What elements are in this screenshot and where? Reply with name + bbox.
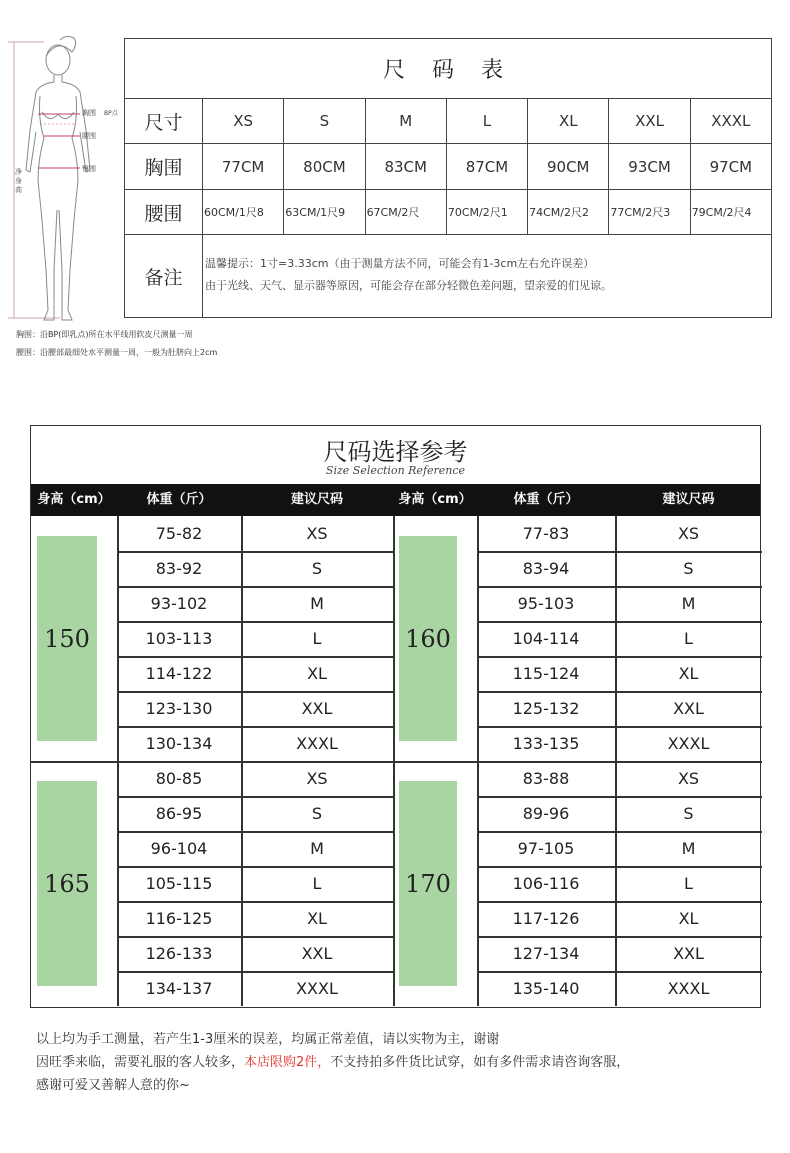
- row-divider: [117, 971, 393, 973]
- bust-cell: 90CM: [528, 144, 609, 189]
- row-divider: [117, 551, 393, 553]
- row-divider: [477, 831, 762, 833]
- weight-range-cell: 96-104: [150, 839, 208, 858]
- purchase-limit-notice: 本店限购2件，: [244, 1055, 331, 1070]
- size-cell: L: [447, 99, 528, 143]
- column-divider: [393, 516, 395, 1006]
- waist-measure-note: 腰围：沿腰部最细处水平测量一周，一般为肚脐向上2cm: [16, 348, 218, 357]
- recommended-size-cell: XS: [677, 769, 700, 788]
- recommended-size-cell: XL: [307, 909, 327, 928]
- weight-range-cell: 97-105: [517, 839, 575, 858]
- row-divider: [117, 936, 393, 938]
- weight-range-cell: 106-116: [512, 874, 580, 893]
- weight-range-cell: 80-85: [155, 769, 203, 788]
- recommended-size-cell: XXL: [301, 699, 333, 718]
- recommended-size-cell: L: [312, 629, 322, 648]
- row-divider: [117, 831, 393, 833]
- bust-cell: 87CM: [447, 144, 528, 189]
- selection-header-bar: [31, 484, 760, 516]
- bust-row: [125, 144, 771, 190]
- body-measurement-figure: [0, 20, 125, 330]
- row-divider: [477, 971, 762, 973]
- row-divider: [477, 656, 762, 658]
- recommended-size-cell: XXXL: [667, 734, 710, 753]
- waist-cell: 79CM/2尺4: [691, 206, 752, 219]
- weight-range-cell: 114-122: [145, 664, 213, 683]
- weight-range-cell: 133-135: [512, 734, 580, 753]
- size-selection-reference-table: [30, 425, 761, 1008]
- recommended-size-cell: S: [311, 559, 323, 578]
- waist-cell: 74CM/2尺2: [528, 190, 609, 234]
- weight-range-cell: 83-94: [522, 559, 570, 578]
- recommended-size-cell: L: [684, 629, 693, 648]
- row-divider: [477, 621, 762, 623]
- footer-line-1: 以上均为手工测量，若产生1-3厘米的误差，均属正常差值，请以实物为主，谢谢: [36, 1032, 500, 1047]
- weight-range-cell: 127-134: [512, 944, 580, 963]
- recommended-size-cell: XXXL: [667, 979, 710, 998]
- weight-range-cell: 105-115: [145, 874, 213, 893]
- size-chart-table: [124, 38, 772, 318]
- row-divider: [117, 726, 393, 728]
- size-row: [125, 99, 771, 144]
- weight-range-cell: 104-114: [512, 629, 580, 648]
- selection-title: 尺码选择参考: [323, 438, 468, 466]
- recommended-size-cell: XL: [307, 664, 327, 683]
- size-cell: XXL: [609, 99, 690, 143]
- weight-range-cell: 83-88: [522, 769, 570, 788]
- row-divider: [477, 796, 762, 798]
- weight-range-cell: 126-133: [145, 944, 213, 963]
- column-divider: [615, 516, 617, 1006]
- recommended-size-cell: XS: [677, 524, 700, 543]
- weight-range-cell: 75-82: [155, 524, 203, 543]
- row-divider: [477, 691, 762, 693]
- recommended-size-cell: XS: [306, 524, 328, 543]
- recommended-size-cell: XXXL: [296, 979, 338, 998]
- waist-cell: 77CM/2尺3: [609, 190, 690, 234]
- remark-body: [203, 235, 771, 317]
- weight-range-cell: 115-124: [512, 664, 580, 683]
- figure-label-bust: 胸围: [82, 109, 96, 117]
- remark-line: 温馨提示：1寸=3.33cm（由于测量方法不同，可能会有1-3cm左右允许误差）: [205, 257, 595, 270]
- weight-range-cell: 123-130: [145, 699, 213, 718]
- recommended-size-cell: S: [683, 559, 694, 578]
- weight-range-cell: 86-95: [155, 804, 203, 823]
- figure-label-waist: 腰围: [82, 132, 96, 140]
- remark-line: 由于光线、天气、显示器等原因，可能会存在部分轻微色差问题，望亲爱的们见谅。: [205, 279, 612, 292]
- waist-row-label: 腰围: [125, 190, 203, 234]
- waist-cell: 63CM/1尺9: [284, 190, 365, 234]
- header-height-left: 身高（cm）: [37, 492, 111, 507]
- weight-range-cell: 116-125: [145, 909, 213, 928]
- recommended-size-cell: XXL: [673, 699, 704, 718]
- header-size-right: 建议尺码: [662, 492, 715, 507]
- footer-notice: [36, 1028, 776, 1097]
- size-cell: XL: [528, 99, 609, 143]
- selection-title-area: [31, 426, 760, 484]
- weight-range-cell: 130-134: [145, 734, 213, 753]
- recommended-size-cell: S: [311, 804, 323, 823]
- footer-line-2-end: 不支持拍多件货比试穿，如有多件需求请咨询客服，: [330, 1055, 630, 1070]
- recommended-size-cell: S: [683, 804, 694, 823]
- header-weight-left: 体重（斤）: [146, 492, 212, 507]
- height-block: 165: [37, 781, 97, 986]
- recommended-size-cell: M: [681, 839, 696, 858]
- row-divider: [477, 866, 762, 868]
- header-height-right: 身高（cm）: [398, 492, 472, 507]
- column-divider: [477, 516, 479, 1006]
- recommended-size-cell: XS: [306, 769, 328, 788]
- height-block: 170: [399, 781, 457, 986]
- weight-range-cell: 117-126: [512, 909, 580, 928]
- height-block: 150: [37, 536, 97, 741]
- header-size-left: 建议尺码: [290, 492, 343, 507]
- row-divider: [117, 901, 393, 903]
- recommended-size-cell: XL: [678, 664, 699, 683]
- size-cell: M: [366, 99, 447, 143]
- header-weight-right: 体重（斤）: [513, 492, 579, 507]
- recommended-size-cell: M: [310, 594, 324, 613]
- bust-cell: 80CM: [284, 144, 365, 189]
- figure-label-hip: 臀围: [82, 165, 96, 173]
- bust-row-label: 胸围: [125, 144, 203, 189]
- bust-cell: 77CM: [203, 144, 284, 189]
- weight-range-cell: 89-96: [522, 804, 570, 823]
- waist-cell: 70CM/2尺1: [447, 190, 528, 234]
- row-divider: [117, 866, 393, 868]
- selection-subtitle: Size Selection Reference: [325, 464, 466, 477]
- remark-row: [125, 235, 771, 317]
- row-divider: [477, 936, 762, 938]
- size-chart-title: 尺 码 表: [125, 39, 771, 99]
- weight-range-cell: 135-140: [512, 979, 580, 998]
- waist-row: [125, 190, 771, 235]
- row-divider: [117, 586, 393, 588]
- recommended-size-cell: M: [681, 594, 696, 613]
- row-divider: [117, 691, 393, 693]
- recommended-size-cell: L: [312, 874, 322, 893]
- remark-row-label: 备注: [125, 235, 203, 317]
- footer-line-3: 感谢可爱又善解人意的你~: [36, 1078, 190, 1093]
- weight-range-cell: 125-132: [512, 699, 580, 718]
- recommended-size-cell: XXXL: [296, 734, 338, 753]
- weight-range-cell: 103-113: [145, 629, 213, 648]
- row-divider: [477, 726, 762, 728]
- row-divider: [477, 551, 762, 553]
- footer-line-2-start: 因旺季来临，需要礼服的客人较多，: [36, 1055, 245, 1070]
- waist-cell: 67CM/2尺: [366, 190, 447, 234]
- size-row-label: 尺寸: [125, 99, 203, 143]
- column-divider: [117, 516, 119, 1006]
- row-divider: [117, 621, 393, 623]
- bust-cell: 97CM: [709, 157, 753, 176]
- column-divider: [241, 516, 243, 1006]
- bust-measure-note: 胸围：沿BP(即乳点)所在水平线用软皮尺测量一周: [16, 330, 193, 339]
- recommended-size-cell: XL: [678, 909, 699, 928]
- size-cell: S: [284, 99, 365, 143]
- recommended-size-cell: M: [310, 839, 324, 858]
- footer-line-2: [36, 1051, 776, 1074]
- waist-cell: 60CM/1尺8: [203, 190, 284, 234]
- size-cell: XS: [203, 99, 284, 143]
- figure-label-height: 净身高: [15, 168, 22, 194]
- bust-cell: 93CM: [609, 144, 690, 189]
- row-divider: [477, 586, 762, 588]
- weight-range-cell: 134-137: [145, 979, 213, 998]
- recommended-size-cell: XXL: [673, 944, 704, 963]
- row-divider: [117, 656, 393, 658]
- bust-cell: 83CM: [366, 144, 447, 189]
- height-block: 160: [399, 536, 457, 741]
- weight-range-cell: 83-92: [155, 559, 203, 578]
- weight-range-cell: 93-102: [150, 594, 208, 613]
- weight-range-cell: 95-103: [517, 594, 575, 613]
- recommended-size-cell: XXL: [301, 944, 333, 963]
- row-divider: [117, 796, 393, 798]
- size-cell: XXXL: [711, 112, 751, 130]
- group-divider: [31, 761, 762, 763]
- row-divider: [477, 901, 762, 903]
- recommended-size-cell: L: [684, 874, 693, 893]
- weight-range-cell: 77-83: [522, 524, 570, 543]
- figure-label-bp-point: BP点: [104, 110, 118, 117]
